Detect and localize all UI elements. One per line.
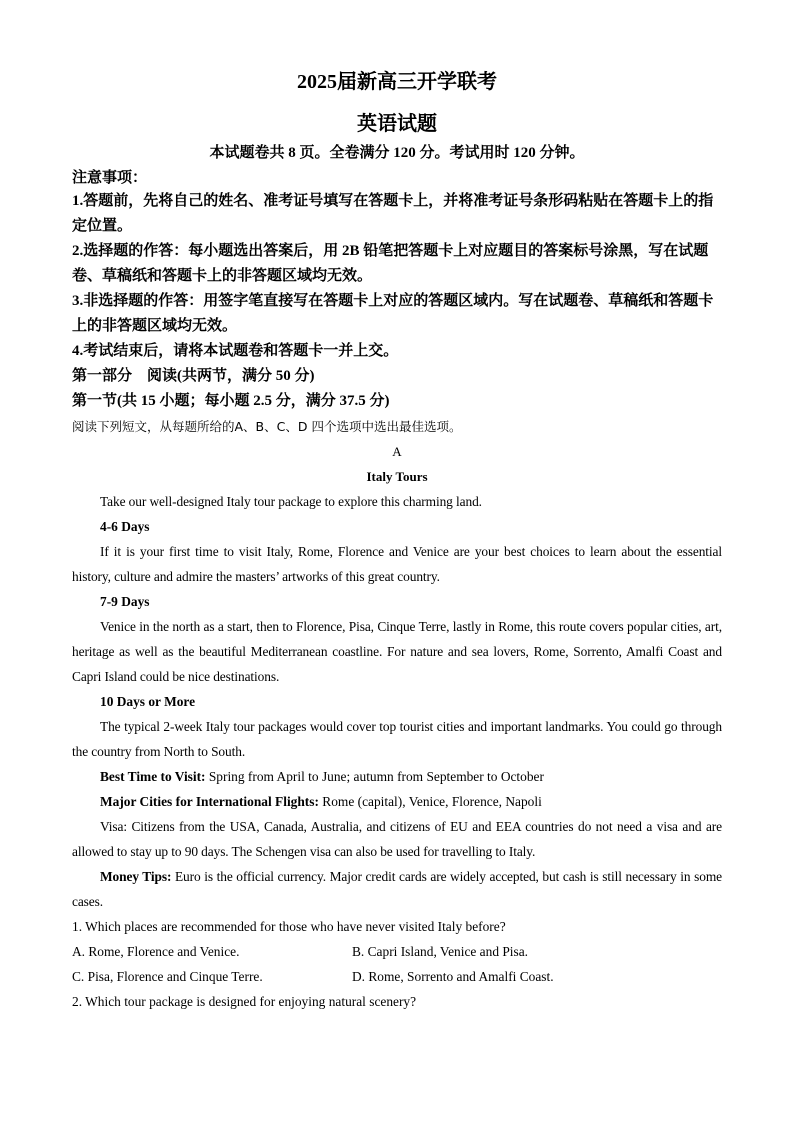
exam-subject: 英语试题: [357, 113, 437, 135]
money-paragraph: [72, 864, 722, 914]
best-time-value: Spring from April to June; autumn from September to October: [205, 769, 544, 784]
best-time-line: [72, 764, 722, 789]
heading-7-9-days: 7-9 Days: [100, 594, 150, 609]
paragraph-4-6-days: If it is your first time to visit Italy, Rome, Florence and Venice are your best choices to learn about the essential history, culture and admire the masters’ artworks of this great country.: [72, 544, 722, 584]
passage-intro: Take our well-designed Italy tour package to explore this charming land.: [100, 494, 482, 509]
question-stem: 1. Which places are recommended for those who have never visited Italy before?: [72, 919, 506, 934]
option-a: A. Rome, Florence and Venice.: [72, 944, 240, 959]
cities-label: Major Cities for International Flights:: [100, 794, 319, 809]
money-value: Euro is the official currency. Major credit cards are widely accepted, but cash is still necessary in some cases.: [72, 869, 722, 909]
paragraph-7-9-days: Venice in the north as a start, then to Florence, Pisa, Cinque Terre, lastly in Rome, this route covers popular cities, art, heritage as well as the beautiful Mediterranean coastline. For nature and sea lovers, Rome, Sorrento, Amalfi Coast and Capri Island could be nice destinations.: [72, 619, 722, 684]
notice-item: 3.非选择题的作答：用签字笔直接写在答题卡上对应的答题区域内。写在试题卷、草稿纸和答题卡上的非答题区域均无效。: [72, 293, 714, 334]
money-label: Money Tips:: [100, 869, 172, 884]
part-title: 第一部分 阅读(共两节，满分 50 分): [72, 368, 315, 384]
heading-4-6-days: 4-6 Days: [100, 519, 150, 534]
question-options-row: [72, 964, 722, 989]
notice-item: 1.答题前，先将自己的姓名、准考证号填写在答题卡上，并将准考证号条形码粘贴在答题卡上的指定位置。: [72, 193, 714, 234]
notice-item: 2.选择题的作答：每小题选出答案后，用 2B 铅笔把答题卡上对应题目的答案标号涂黑，写在试题卷、草稿纸和答题卡上的非答题区域均无效。: [72, 243, 709, 284]
option-b: B. Capri Island, Venice and Pisa.: [352, 944, 529, 959]
option-c: C. Pisa, Florence and Cinque Terre.: [72, 969, 263, 984]
exam-page: [72, 68, 722, 1014]
visa-paragraph: Visa: Citizens from the USA, Canada, Australia, and citizens of EU and EEA countries do not need a visa and are allowed to stay up to 90 days. The Schengen visa can also be used for travelling to Italy.: [72, 819, 722, 859]
cities-line: [72, 789, 722, 814]
notice-item: 4.考试结束后，请将本试题卷和答题卡一并上交。: [72, 343, 399, 359]
notice-title: 注意事项：: [72, 170, 148, 186]
question-options-row: [72, 939, 722, 964]
section-instruction: 阅读下列短文，从每题所给的A、B、C、D 四个选项中选出最佳选项。: [72, 419, 462, 434]
passage-letter: A: [392, 444, 402, 459]
section-title: 第一节(共 15 小题；每小题 2.5 分，满分 37.5 分): [72, 393, 390, 409]
cities-value: Rome (capital), Venice, Florence, Napoli: [318, 794, 542, 809]
exam-info: 本试题卷共 8 页。全卷满分 120 分。考试用时 120 分钟。: [209, 145, 585, 161]
heading-10-days: 10 Days or More: [100, 694, 196, 709]
passage-title: Italy Tours: [366, 469, 428, 484]
best-time-label: Best Time to Visit:: [100, 769, 206, 784]
paragraph-10-days: The typical 2-week Italy tour packages would cover top tourist cities and important landmarks. You could go through the country from North to South.: [72, 719, 722, 759]
exam-title: 2025届新高三开学联考: [297, 71, 497, 93]
question-stem: 2. Which tour package is designed for enjoying natural scenery?: [72, 994, 417, 1009]
option-d: D. Rome, Sorrento and Amalfi Coast.: [352, 969, 554, 984]
